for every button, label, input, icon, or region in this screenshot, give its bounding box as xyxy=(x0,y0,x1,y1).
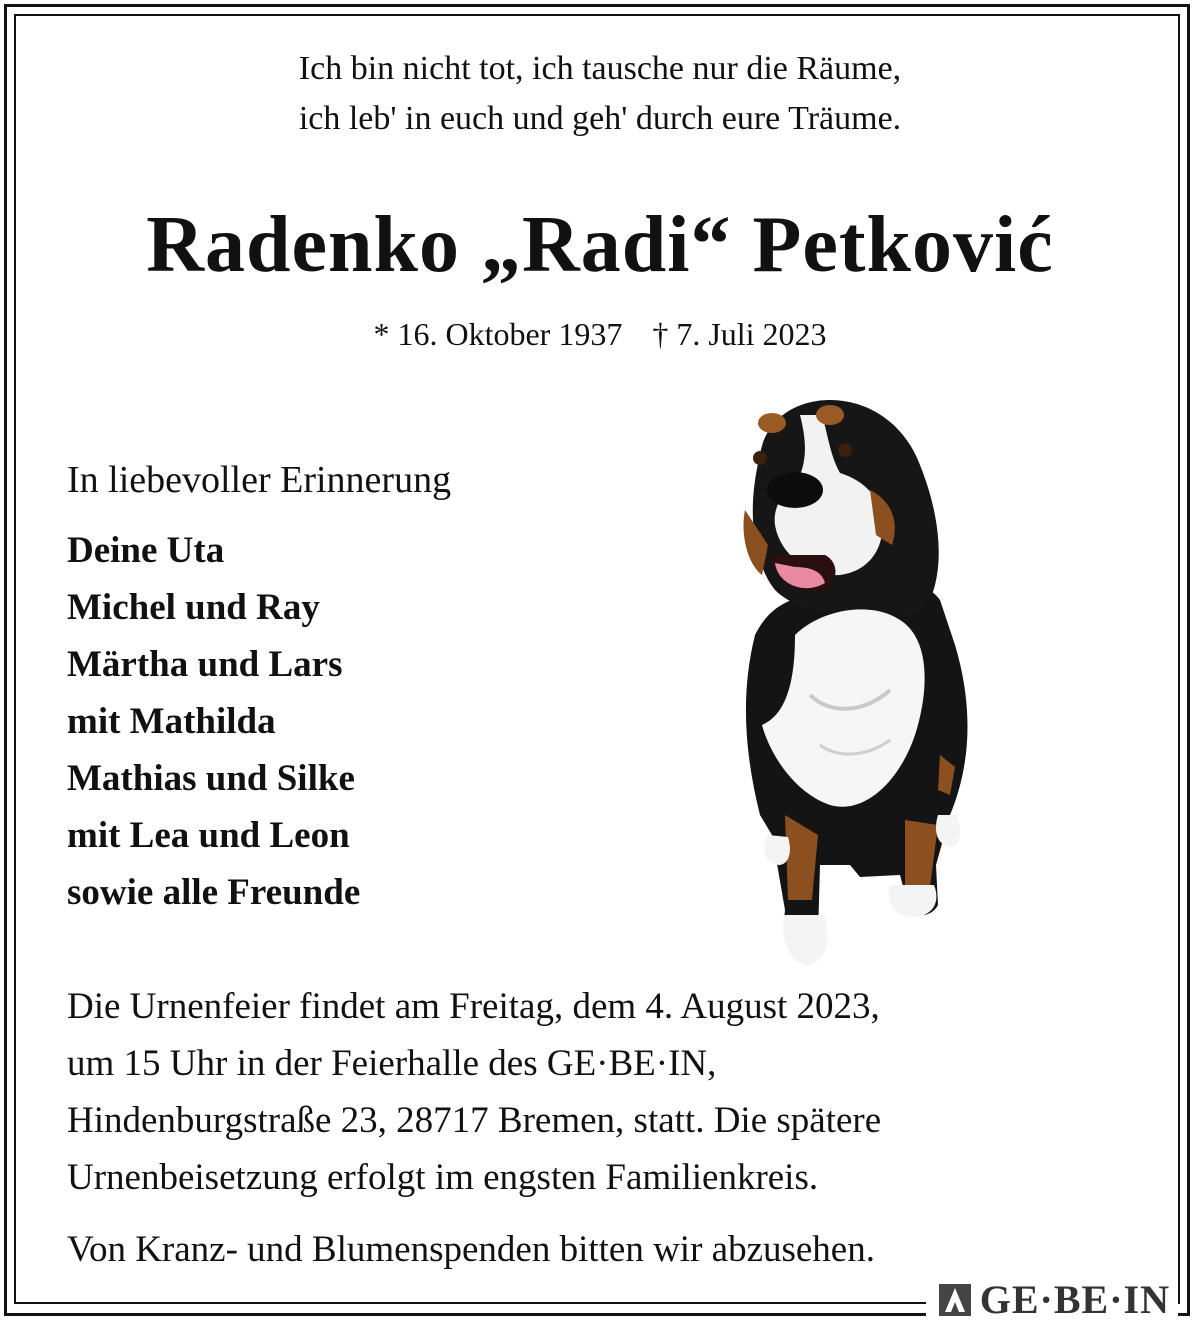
service-line: um 15 Uhr in der Feierhalle des GE·BE·IN, xyxy=(67,1043,717,1084)
deceased-name: Radenko „Radi“ Petković xyxy=(146,201,1054,289)
motto-line-2: ich leb' in euch und geh' durch eure Träume. xyxy=(298,100,902,137)
service-line: Die Urnenfeier findet am Freitag, dem 4. August 2023, xyxy=(67,986,880,1027)
donation-request: Von Kranz- und Blumenspenden bitten wir abzusehen. xyxy=(67,1229,875,1270)
mourner: sowie alle Freunde xyxy=(67,872,361,913)
birth-date: * 16. Oktober 1937 xyxy=(373,316,623,352)
mourner: mit Mathilda xyxy=(67,701,276,742)
mourner: Michel und Ray xyxy=(67,587,320,628)
service-notice xyxy=(67,978,1167,1206)
dog-photo xyxy=(700,395,980,975)
mourner: Märtha und Lars xyxy=(67,644,343,685)
motto-line-1: Ich bin nicht tot, ich tausche nur die Räume, xyxy=(298,50,902,87)
gebein-figure-icon xyxy=(938,1283,972,1317)
mourners-list xyxy=(67,522,360,921)
service-line: Urnenbeisetzung erfolgt im engsten Familienkreis. xyxy=(67,1157,819,1198)
motto-verse xyxy=(0,44,1200,144)
life-dates xyxy=(0,316,1200,353)
memory-line: In liebevoller Erinnerung xyxy=(67,459,452,501)
service-line: Hindenburgstraße 23, 28717 Bremen, statt. Die spätere xyxy=(67,1100,882,1141)
death-date: † 7. Juli 2023 xyxy=(652,316,827,352)
gebein-logo xyxy=(926,1274,1178,1323)
mourner: mit Lea und Leon xyxy=(67,815,350,856)
mourner: Mathias und Silke xyxy=(67,758,355,799)
gebein-logo-text: GE·BE·IN xyxy=(979,1277,1170,1322)
mourner: Deine Uta xyxy=(67,530,225,571)
